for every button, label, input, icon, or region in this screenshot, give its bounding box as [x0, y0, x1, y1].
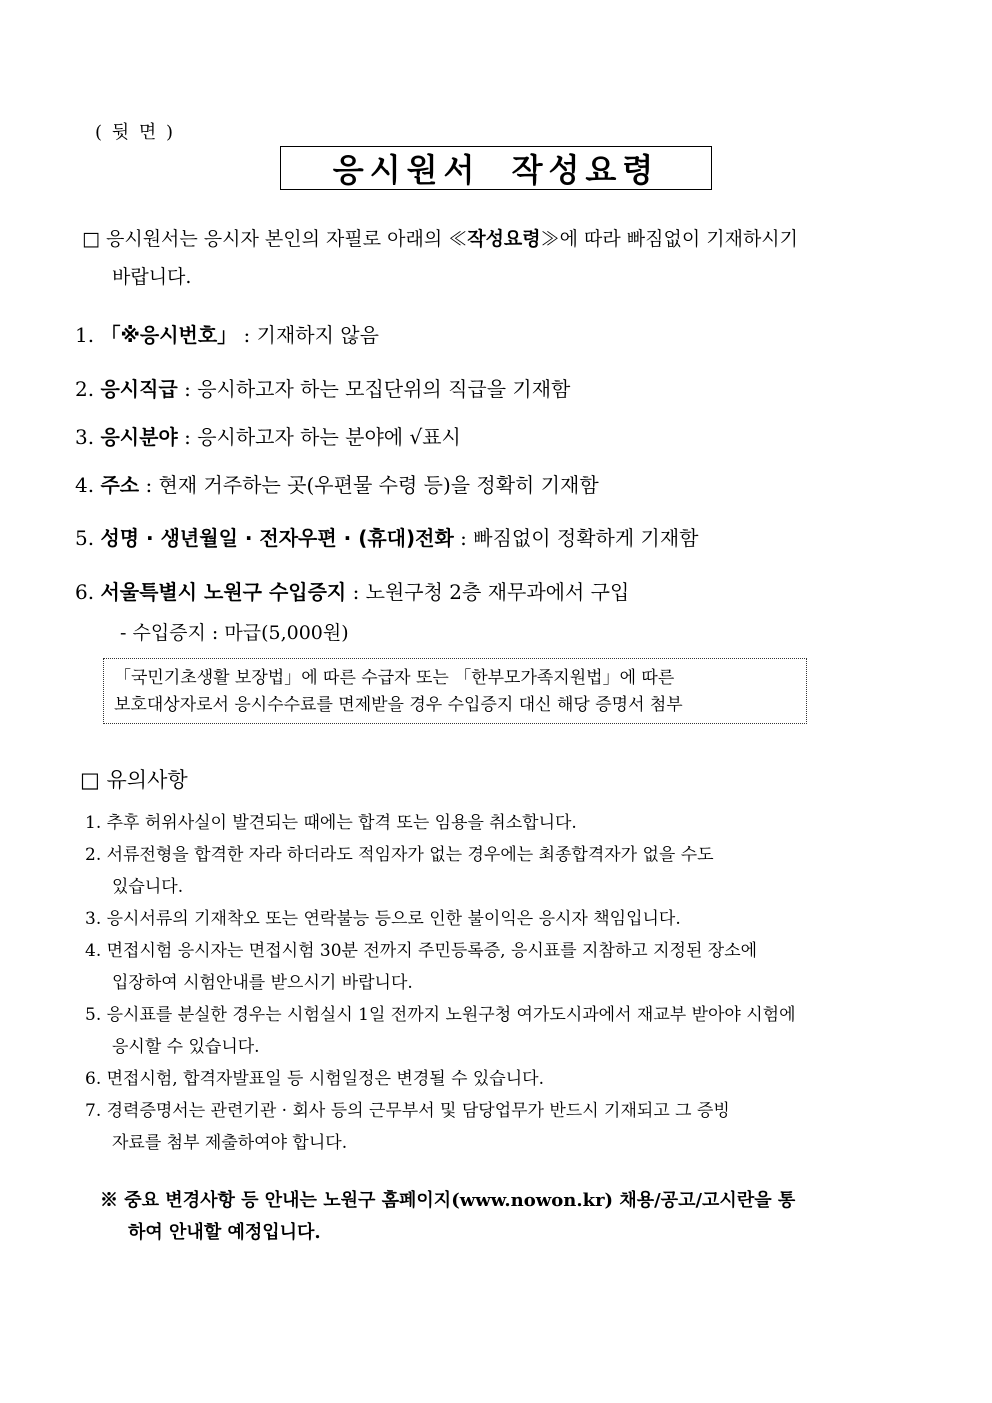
item-5	[75, 522, 699, 551]
notices-heading: □ 유의사항	[80, 768, 188, 792]
notice-line: 3. 응시서류의 기재착오 또는 연락불능 등으로 인한 불이익은 응시자 책임입니다.	[85, 909, 681, 929]
item-text: : 응시하고자 하는 분야에 √표시	[177, 425, 461, 449]
intro-line-1	[82, 224, 798, 251]
document-title: 응시원서 작성요령	[332, 151, 660, 189]
item-4	[75, 469, 599, 498]
intro-line-2: 바랍니다.	[112, 266, 192, 288]
item-label: 서울특별시 노원구 수입증지	[100, 580, 347, 604]
item-label: 성명 · 생년월일 · 전자우편 · (휴대)전화	[100, 526, 454, 550]
item-number: 2.	[75, 377, 95, 401]
item-number: 1.	[75, 323, 95, 347]
item-number: 5.	[75, 526, 95, 550]
final-notice-line-2: 하여 안내할 예정입니다.	[128, 1222, 321, 1243]
notice-line: 있습니다.	[112, 877, 184, 897]
exemption-note-line-2: 보호대상자로서 응시수수료를 면제받을 경우 수입증지 대신 해당 증명서 첨부	[114, 695, 683, 715]
item-text: : 현재 거주하는 곳(우편물 수령 등)을 정확히 기재함	[139, 473, 599, 497]
notice-line: 2. 서류전형을 합격한 자라 하더라도 적임자가 없는 경우에는 최종합격자가 없을 수도	[85, 845, 714, 865]
item-text: : 기재하지 않음	[237, 323, 379, 347]
side-note: ( 뒷 면 )	[95, 122, 175, 143]
item-label: 주소	[100, 473, 140, 497]
item-6	[75, 576, 629, 605]
notice-line: 응시할 수 있습니다.	[112, 1037, 260, 1057]
item-2	[75, 373, 570, 402]
item-text: : 응시하고자 하는 모집단위의 직급을 기재함	[177, 377, 571, 401]
notice-line: 7. 경력증명서는 관련기관 · 회사 등의 근무부서 및 담당업무가 반드시 기재되고 그 증빙	[85, 1101, 730, 1121]
item-number: 6.	[75, 580, 95, 604]
notice-line: 자료를 첨부 제출하여야 합니다.	[112, 1133, 348, 1153]
intro-text-post: ≫에 따라 빠짐없이 기재하시기	[540, 228, 799, 250]
notice-line: 1. 추후 허위사실이 발견되는 때에는 합격 또는 임용을 취소합니다.	[85, 813, 577, 833]
notice-line: 6. 면접시험, 합격자발표일 등 시험일정은 변경될 수 있습니다.	[85, 1069, 544, 1089]
intro-text-pre: 응시원서는 응시자 본인의 자필로 아래의 ≪	[99, 228, 468, 250]
final-notice-line-1: ※ 중요 변경사항 등 안내는 노원구 홈페이지(www.nowon.kr) 채용/공고/고시란을 통	[100, 1190, 796, 1211]
notice-line: 5. 응시표를 분실한 경우는 시험실시 1일 전까지 노원구청 여가도시과에서 재교부 받아야 시험에	[85, 1005, 796, 1025]
item-number: 3.	[75, 425, 95, 449]
notice-line: 입장하여 시험안내를 받으시기 바랍니다.	[112, 973, 413, 993]
sub-item-stamp-price: - 수입증지 : 마급(5,000원)	[120, 622, 349, 644]
intro-text-bold: 작성요령	[467, 228, 541, 250]
item-1	[75, 319, 379, 348]
exemption-note-line-1: 「국민기초생활 보장법」에 따른 수급자 또는 「한부모가족지원법」에 따른	[114, 668, 675, 688]
title-box	[280, 146, 712, 190]
item-text: : 빠짐없이 정확하게 기재함	[453, 526, 699, 550]
item-number: 4.	[75, 473, 95, 497]
intro-bullet: □	[82, 228, 100, 250]
item-3	[75, 421, 461, 450]
item-text: : 노원구청 2층 재무과에서 구입	[346, 580, 630, 604]
item-label: 「※응시번호」	[100, 323, 238, 347]
item-label: 응시직급	[100, 377, 178, 401]
item-label: 응시분야	[100, 425, 178, 449]
notice-line: 4. 면접시험 응시자는 면접시험 30분 전까지 주민등록증, 응시표를 지참하고 지정된 장소에	[85, 941, 758, 961]
exemption-note-box	[103, 658, 807, 724]
